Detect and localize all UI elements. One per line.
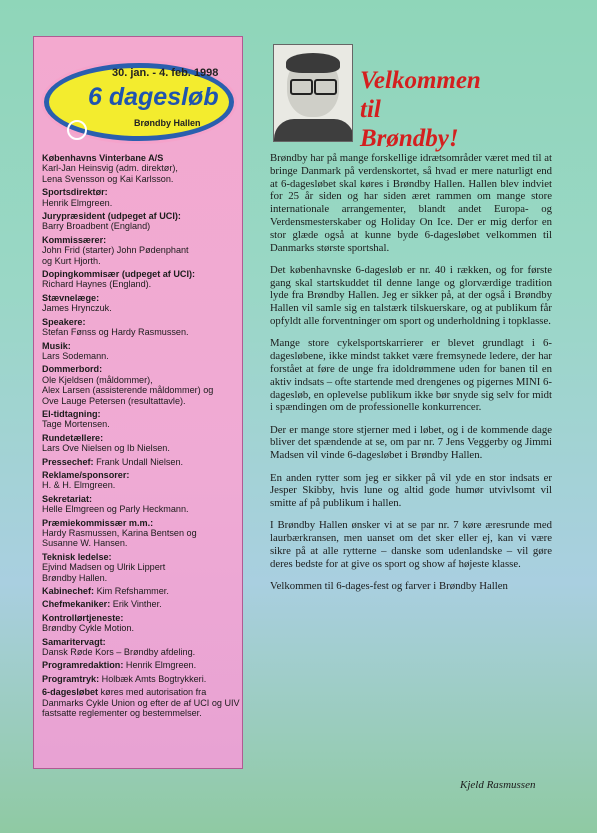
credit-entry bbox=[42, 409, 240, 430]
bicycle-wheel-icon bbox=[67, 120, 87, 140]
credit-name: Tage Mortensen. bbox=[42, 419, 110, 430]
credit-entry bbox=[42, 341, 240, 362]
credit-entry bbox=[42, 494, 240, 515]
credit-name: Helle Elmgreen og Parly Heckmann. bbox=[42, 504, 189, 515]
credit-name: Hardy Rasmussen, Karina Bentsen og Susanne W. Hansen. bbox=[42, 528, 197, 549]
credit-role: Teknisk ledelse: bbox=[42, 551, 112, 562]
credit-entry bbox=[42, 433, 240, 454]
author-portrait bbox=[273, 44, 353, 142]
paragraph: Velkommen til 6-dages-fest og farver i Brøndby Hallen bbox=[270, 580, 508, 593]
credit-name: Karl-Jan Heinsvig (adm. direktør), Lena Svensson og Kai Karlsson. bbox=[42, 163, 178, 184]
credit-role: Præmiekommissær m.m.: bbox=[42, 517, 154, 528]
credit-entry bbox=[42, 674, 240, 684]
credit-name: John Frid (starter) John Pødenphant og Kurt Hjorth. bbox=[42, 245, 189, 266]
heading-line-2: til bbox=[360, 96, 381, 123]
credit-role: Dommerbord: bbox=[42, 364, 103, 375]
credit-entry bbox=[42, 552, 240, 583]
event-venue: Brøndby Hallen bbox=[134, 118, 201, 128]
credit-role: Stævnelæge: bbox=[42, 292, 100, 303]
credit-name: Lars Ove Nielsen og Ib Nielsen. bbox=[42, 443, 170, 454]
welcome-heading bbox=[360, 66, 580, 153]
credit-name: Kim Refshammer. bbox=[96, 586, 169, 597]
credit-name: Stefan Fønss og Hardy Rasmussen. bbox=[42, 327, 189, 338]
credit-entry bbox=[42, 687, 240, 718]
credit-role: Samaritervagt: bbox=[42, 636, 106, 647]
credit-role: Programredaktion: bbox=[42, 660, 124, 671]
event-dates: 30. jan. - 4. feb. 1998 bbox=[112, 67, 219, 79]
paragraph: Det københavnske 6-dagesløb er nr. 40 i rækken, og for første gang skal startskuddet til denne lange og glorværdige tradition lyde fra Brøndby Hallen. Jeg er sikker på, at der også i Brøndby Hallen vil samle sig en talstærk tilskuerskare, og at publikum får opfyldt alle forventninger om sport og underholdning i topklasse. bbox=[270, 263, 552, 328]
credits-list bbox=[42, 153, 240, 722]
welcome-article bbox=[270, 152, 552, 602]
credit-name: Henrik Elmgreen. bbox=[125, 660, 197, 671]
credit-role: Chefmekaniker: bbox=[42, 599, 111, 610]
credit-entry bbox=[42, 457, 240, 467]
credit-name: køres med autorisation fra Danmarks Cykle Union og efter de af UCI og UIV fastsatte reglementer og bestemmelser. bbox=[42, 687, 240, 719]
credit-role: Dopingkommisær (udpeget af UCI): bbox=[42, 269, 196, 280]
credit-entry bbox=[42, 317, 240, 338]
credit-name: Holbæk Amts Bogtrykkeri. bbox=[101, 673, 207, 684]
heading-line-1: Velkommen bbox=[360, 67, 481, 94]
credit-name: Erik Vinther. bbox=[112, 599, 162, 610]
credit-role: Kabinechef: bbox=[42, 586, 95, 597]
credit-role: Reklame/sponsorer: bbox=[42, 469, 130, 480]
credit-entry bbox=[42, 269, 240, 290]
credit-role: Kontrollørtjeneste: bbox=[42, 612, 124, 623]
credit-role: Kommissærer: bbox=[42, 234, 107, 245]
credit-name: Henrik Elmgreen. bbox=[42, 197, 113, 208]
credit-role: Programtryk: bbox=[42, 673, 100, 684]
credit-role: Speakere: bbox=[42, 316, 86, 327]
credit-role: Jurypræsident (udpeget af UCI): bbox=[42, 211, 181, 222]
credit-name: James Hrynczuk. bbox=[42, 303, 112, 314]
credit-entry bbox=[42, 470, 240, 491]
credit-role: Musik: bbox=[42, 340, 71, 351]
credit-role: Rundetællere: bbox=[42, 432, 104, 443]
credit-entry bbox=[42, 586, 240, 596]
credit-role: Pressechef: bbox=[42, 456, 94, 467]
event-title: 6 dagesløb bbox=[88, 83, 219, 111]
credit-role: Københavns Vinterbane A/S bbox=[42, 153, 164, 163]
credit-role: El-tidtagning: bbox=[42, 408, 101, 419]
heading-line-3: Brøndby! bbox=[360, 125, 459, 152]
credits-sidebar bbox=[33, 36, 243, 769]
credit-entry bbox=[42, 153, 240, 184]
credit-entry bbox=[42, 211, 240, 232]
credit-name: Brøndby Cykle Motion. bbox=[42, 623, 134, 634]
credit-name: Frank Undall Nielsen. bbox=[96, 456, 184, 467]
credit-name: Barry Broadbent (England) bbox=[42, 221, 151, 232]
credit-role: 6-dagesløbet bbox=[42, 687, 99, 698]
credit-name: Dansk Røde Kors – Brøndby afdeling. bbox=[42, 647, 196, 658]
credit-entry bbox=[42, 660, 240, 670]
credit-entry bbox=[42, 187, 240, 208]
credit-entry bbox=[42, 518, 240, 549]
credit-name: Richard Haynes (England). bbox=[42, 279, 152, 290]
credit-entry bbox=[42, 293, 240, 314]
paragraph: Mange store cykelsportskarrierer er blevet grundlagt i 6-dagesløbene, ikke mindst takket være fremsynede ledere, der har forstået at føre de unge fra idoldrømmene uden for banen til en aktiv indsats – ofte startende med drengenes og pigernes MINI 6-dagesløb, en oplevelse publikum ikke bør snyde sig selv for midt i spændingen om de professionelle konkurrencer. bbox=[270, 337, 552, 414]
credit-entry bbox=[42, 364, 240, 406]
credit-role: Sekretariat: bbox=[42, 493, 93, 504]
author-signature: Kjeld Rasmussen bbox=[460, 779, 536, 791]
credit-name: H. & H. Elmgreen. bbox=[42, 480, 116, 491]
paragraph: Der er mange store stjerner med i løbet, og i de kommende dage bliver det spændende at se, om par nr. 7 Jens Veggerby og Jimmi Madsen vil vinde 6-dagesløbet i Brøndby Hallen. bbox=[270, 423, 552, 462]
paragraph: Brøndby har på mange forskellige idrætsområder været med til at bringe Danmark på verdenskortet, så hvad er mere naturligt end at 6-dagesløbet skal køres i Brøndby Hallen. Hallen blev indviet for 25 år siden og har siden æret rammen om mange store internationale arrangementer, blandt andet Europa- og Verdensmesterskaber og Holiday On Ice. Der er mig derfor en stor glæde også at kunne byde 6-dagesløbet velkommen til Danmarks største sportshal. bbox=[270, 152, 552, 254]
credit-entry bbox=[42, 613, 240, 634]
credit-entry bbox=[42, 235, 240, 266]
credit-entry bbox=[42, 599, 240, 609]
credit-role: Sportsdirektør: bbox=[42, 187, 108, 198]
credit-entry bbox=[42, 637, 240, 658]
credit-name: Ole Kjeldsen (måldommer), Alex Larsen (assisterende måldommer) og Ove Lauge Petersen (resultattavle). bbox=[42, 374, 214, 406]
paragraph: En anden rytter som jeg er sikker på vil yde en stor indsats er Jesper Skibby, hvis lune og altid gode humør utvivlsomt vil smitte af på publikum i hallen. bbox=[270, 471, 552, 510]
credit-name: Ejvind Madsen og Ulrik Lippert Brøndby Hallen. bbox=[42, 562, 166, 583]
credit-name: Lars Sodemann. bbox=[42, 350, 109, 361]
paragraph: I Brøndby Hallen ønsker vi at se par nr. 7 køre æresrunde med laurbærkransen, men uanset om det sker eller ej, kan vi være sikre på at alle rytterne – danske som udenlandske – vil gøre deres bedste for at give os sport og show af højeste klasse. bbox=[270, 519, 552, 570]
